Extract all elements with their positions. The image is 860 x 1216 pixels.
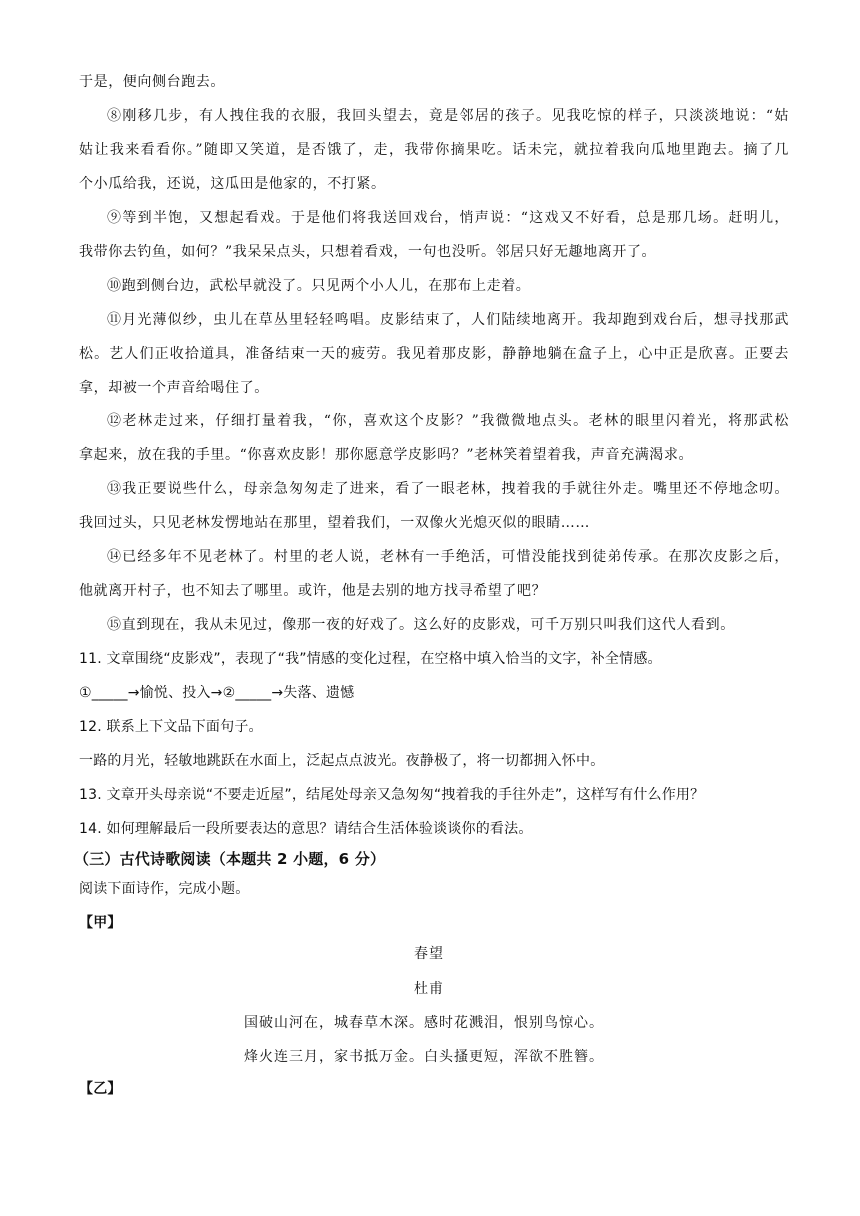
paragraph-12-line-2: 拿起来，放在我的手里。“你喜欢皮影！那你愿意学皮影吗？”老林笑着望着我，声音充满渴求。 xyxy=(79,447,694,463)
paragraph-11-line-2: 松。艺人们正收拾道具，准备结束一天的疲劳。我见着那皮影，静静地躺在盒子上，心中正是欣喜。正要去 xyxy=(79,346,789,362)
poem-title: 春望 xyxy=(414,946,444,962)
paragraph-9-line-1: ⑨等到半饱，又想起看戏。于是他们将我送回戏台，悄声说：“这戏又不好看，总是那几场。赶明儿， xyxy=(107,210,789,226)
question-12-quote: 一路的月光，轻敏地跳跃在水面上，泛起点点波光。夜静极了，将一切都拥入怀中。 xyxy=(79,753,605,769)
paragraph-8-line-3: 个小瓜给我，还说，这瓜田是他家的，不打紧。 xyxy=(79,176,386,192)
section-heading: （三）古代诗歌阅读（本题共 2 小题，6 分） xyxy=(74,850,386,868)
label-jia: 【甲】 xyxy=(79,915,122,931)
paragraph-11-line-1: ⑪月光薄似纱，虫儿在草丛里轻轻鸣唱。皮影结束了，人们陆续地离开。我却跑到戏台后，想寻找那武 xyxy=(107,312,789,328)
poem-line-2: 烽火连三月，家书抵万金。白头搔更短，浑欲不胜簪。 xyxy=(244,1049,604,1065)
question-12: 12. 联系上下文品下面句子。 xyxy=(79,719,263,735)
paragraph-14-line-2: 他就离开村子，也不知去了哪里。或许，他是去别的地方找寻希望了吧？ xyxy=(79,583,547,599)
paragraph-8-line-1: ⑧刚移几步，有人拽住我的衣服，我回头望去，竟是邻居的孩子。见我吃惊的样子，只淡淡地说：“姑 xyxy=(107,108,789,124)
paragraph-line: 于是，便向侧台跑去。 xyxy=(79,74,225,90)
question-14: 14. 如何理解最后一段所要表达的意思？请结合生活体验谈谈你的看法。 xyxy=(79,821,533,837)
paragraph-10-line-1: ⑩跑到侧台边，武松早就没了。只见两个小人儿，在那布上走着。 xyxy=(107,278,531,294)
paragraph-13-line-1: ⑬我正要说些什么，母亲急匆匆走了进来，看了一眼老林，拽着我的手就往外走。嘴里还不停地念叨。 xyxy=(107,481,789,497)
question-11-blanks: ①_____→愉悦、投入→②_____→失落、遗憾 xyxy=(79,685,355,701)
section-instruction: 阅读下面诗作，完成小题。 xyxy=(79,881,250,897)
paragraph-15-line-1: ⑮直到现在，我从未见过，像那一夜的好戏了。这么好的皮影戏，可千万别只叫我们这代人看到。 xyxy=(107,617,735,633)
paragraph-14-line-1: ⑭已经多年不见老林了。村里的老人说，老林有一手绝活，可惜没能找到徒弟传承。在那次皮影之后， xyxy=(107,549,789,565)
question-13: 13. 文章开头母亲说“不要走近屋”，结尾处母亲又急匆匆“拽着我的手往外走”，这样写有什么作用？ xyxy=(79,787,705,803)
paragraph-11-line-3: 拿，却被一个声音给喝住了。 xyxy=(79,380,269,396)
label-yi: 【乙】 xyxy=(79,1081,122,1097)
poem-author: 杜甫 xyxy=(414,981,444,997)
question-11: 11. 文章围绕“皮影戏”，表现了“我”情感的变化过程，在空格中填入恰当的文字，补全情感。 xyxy=(79,651,662,667)
paragraph-9-line-2: 我带你去钓鱼，如何？”我呆呆点头，只想着看戏，一句也没听。邻居只好无趣地离开了。 xyxy=(79,244,657,260)
paragraph-12-line-1: ⑫老林走过来，仔细打量着我，“你，喜欢这个皮影？”我微微地点头。老林的眼里闪着光，将那武松 xyxy=(107,413,789,429)
poem-line-1: 国破山河在，城春草木深。感时花溅泪，恨别鸟惊心。 xyxy=(244,1015,604,1031)
paragraph-13-line-2: 我回过头，只见老林发愣地站在那里，望着我们，一双像火光熄灭似的眼睛…… xyxy=(79,515,590,531)
paragraph-8-line-2: 姑让我来看看你。”随即又笑道，是否饿了，走，我带你摘果吃。话未完，就拉着我向瓜地里跑去。摘了几 xyxy=(79,142,789,158)
